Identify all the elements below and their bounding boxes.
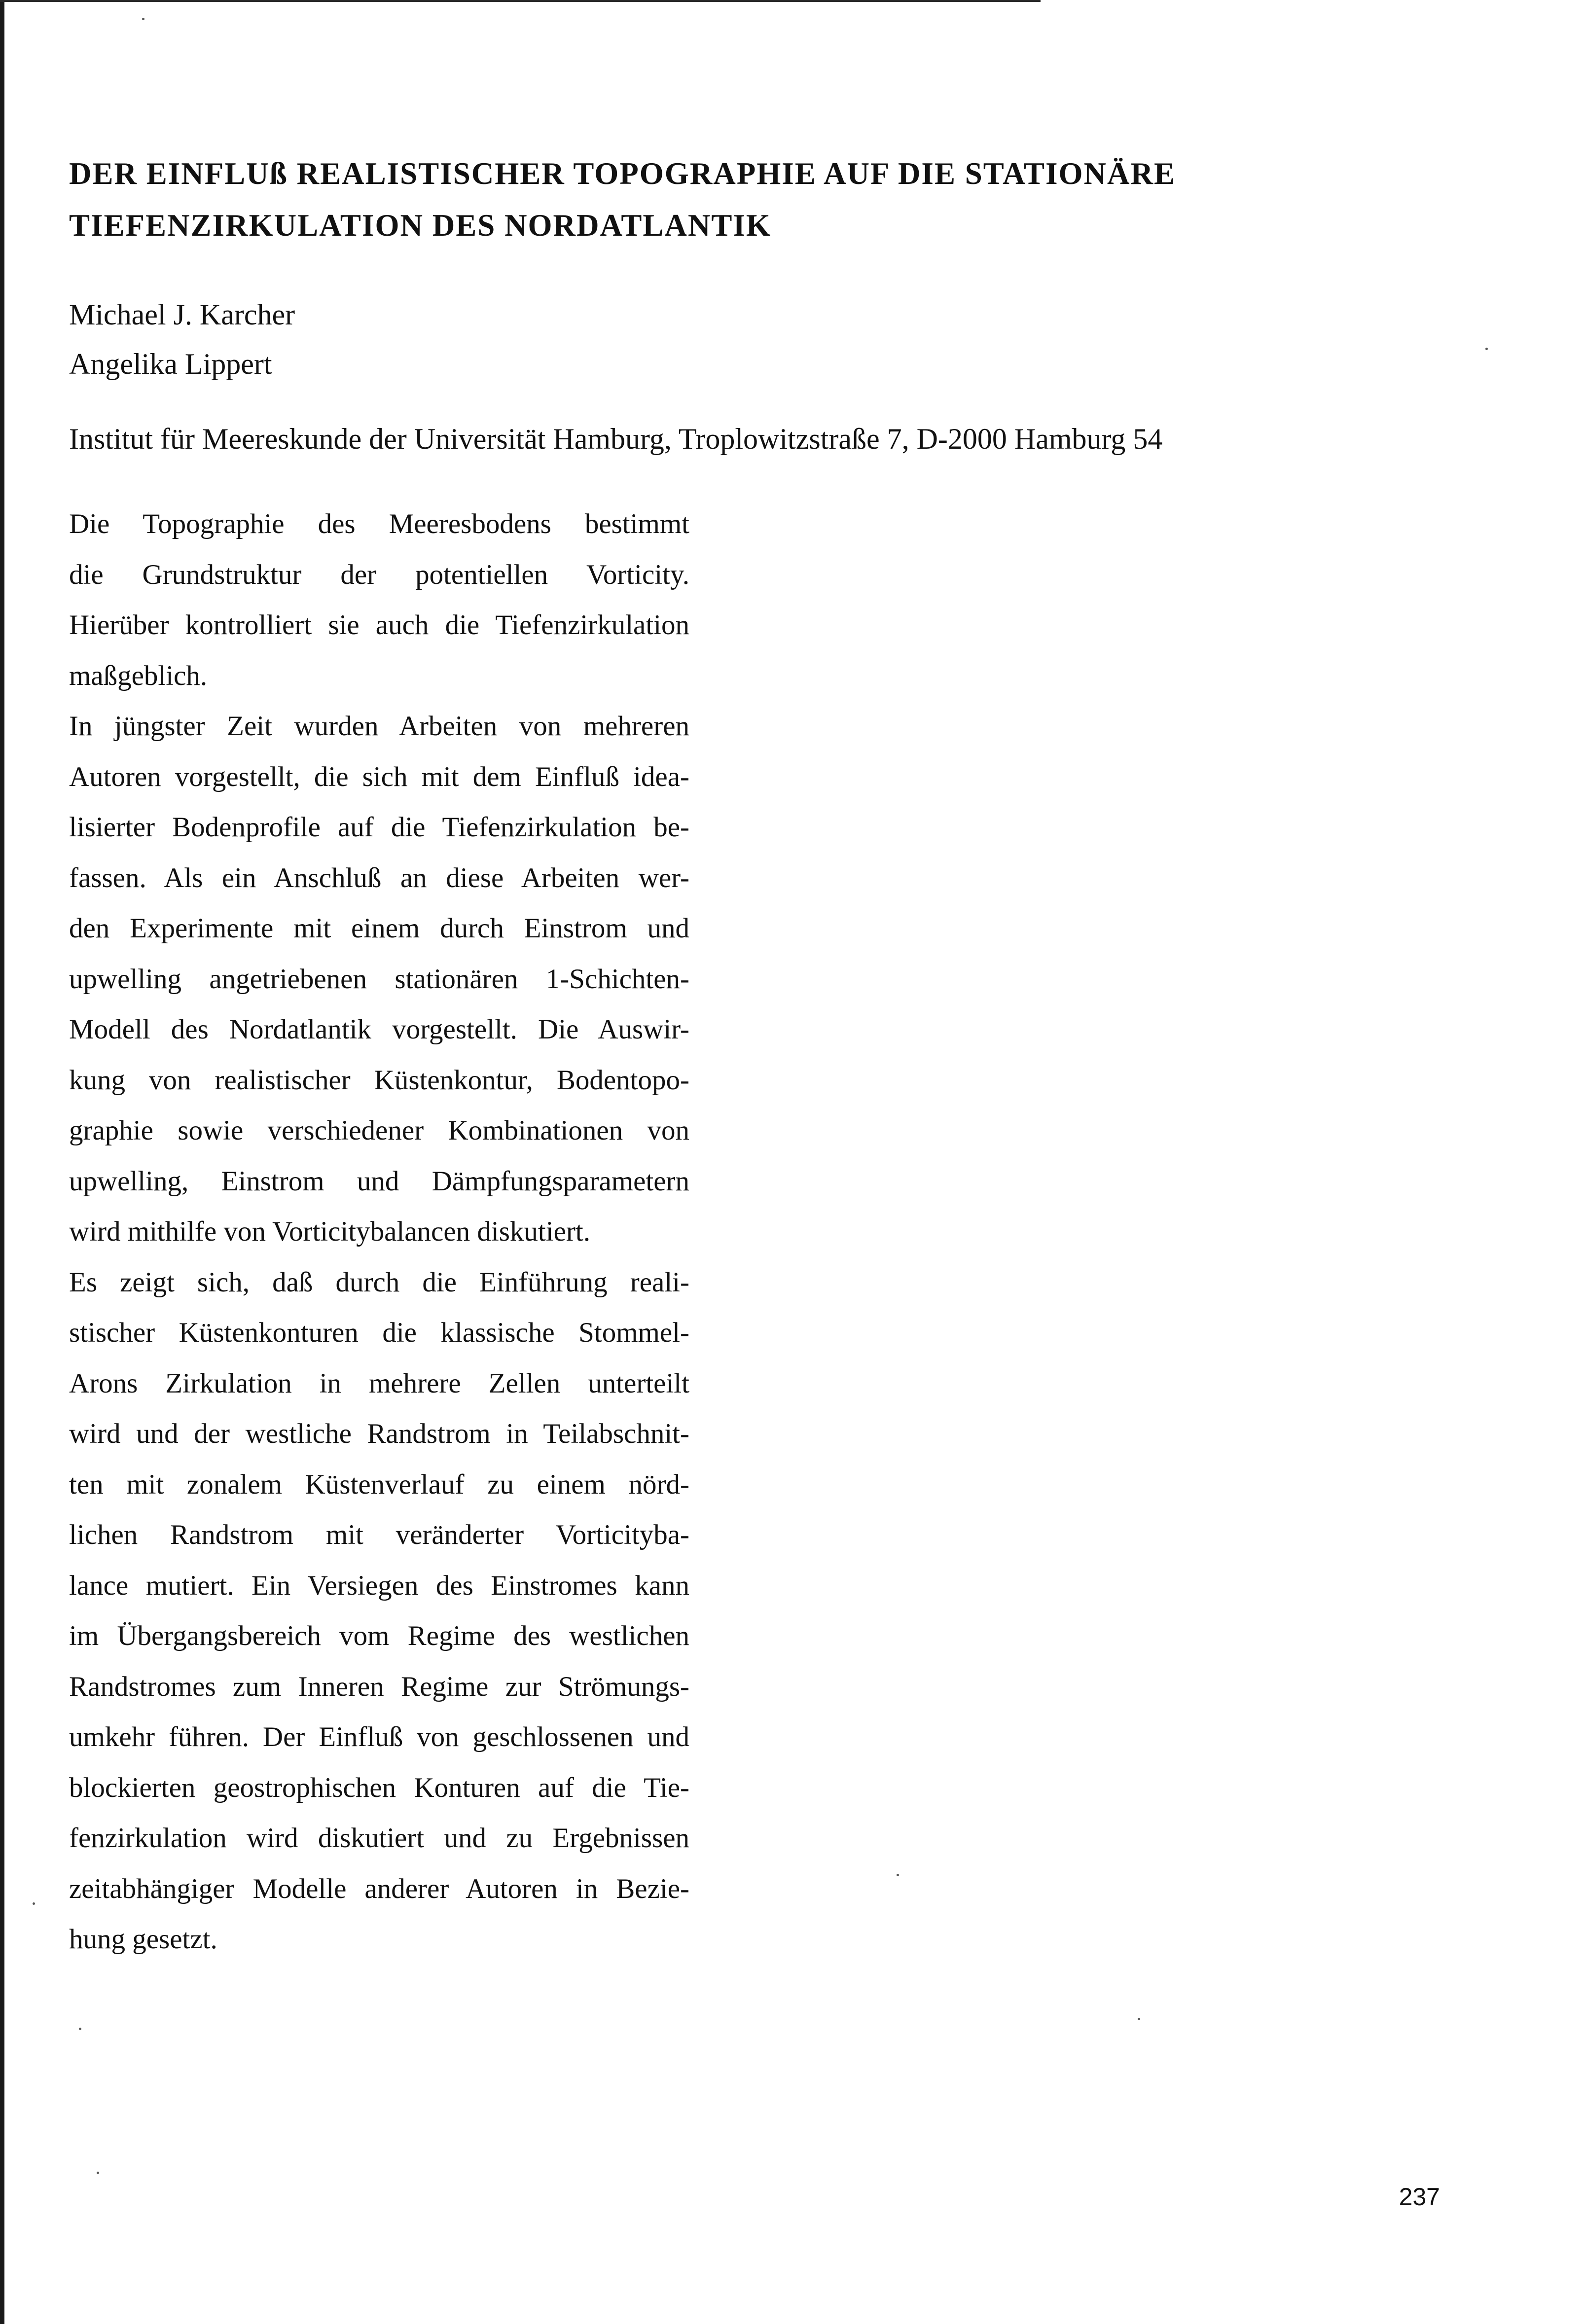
abstract-line: stischer Küstenkonturen die klassische Stommel- xyxy=(69,1317,689,1348)
scan-speck xyxy=(97,2172,99,2174)
title-line: DER EINFLUß REALISTISCHER TOPOGRAPHIE AUF DIE STATIONÄRE xyxy=(69,156,1176,191)
scan-speck xyxy=(897,1874,899,1876)
affiliation: Institut für Meereskunde der Universität Hamburg, Troplowitzstraße 7, D-2000 Hamburg 54 xyxy=(69,423,1163,455)
abstract-line: die Grundstruktur der potentiellen Vorticity. xyxy=(69,559,689,590)
abstract-line: upwelling, Einstrom und Dämpfungsparametern xyxy=(69,1165,689,1197)
scan-speck xyxy=(1485,348,1488,350)
abstract-line: upwelling angetriebenen stationären 1-Schichten- xyxy=(69,963,689,995)
scan-speck xyxy=(142,18,144,20)
abstract-line: hung gesetzt. xyxy=(69,1924,217,1955)
abstract-line: In jüngster Zeit wurden Arbeiten von mehreren xyxy=(69,711,689,742)
abstract-line: wird mithilfe von Vorticitybalancen diskutiert. xyxy=(69,1216,590,1247)
abstract-body xyxy=(69,499,689,1965)
scan-left-edge xyxy=(0,0,4,2324)
abstract-line: Die Topographie des Meeresbodens bestimmt xyxy=(69,508,689,539)
paper-title xyxy=(69,148,1401,251)
abstract-line: zeitabhängiger Modelle anderer Autoren in Bezie- xyxy=(69,1873,689,1904)
abstract-line: kung von realistischer Küstenkontur, Bodentopo- xyxy=(69,1064,689,1096)
title-line: TIEFENZIRKULATION DES NORDATLANTIK xyxy=(69,208,771,243)
abstract-line: wird und der westliche Randstrom in Teilabschnit- xyxy=(69,1418,689,1449)
abstract-line: den Experimente mit einem durch Einstrom und xyxy=(69,913,689,944)
page-number: 237 xyxy=(1399,2183,1440,2211)
abstract-line: graphie sowie verschiedener Kombinationen von xyxy=(69,1115,689,1146)
abstract-line: blockierten geostrophischen Konturen auf die Tie- xyxy=(69,1772,689,1803)
abstract-line: fassen. Als ein Anschluß an diese Arbeiten wer- xyxy=(69,862,689,894)
abstract-line: Autoren vorgestellt, die sich mit dem Einfluß idea- xyxy=(69,761,689,792)
scan-top-edge xyxy=(0,0,1041,2)
abstract-line: Randstromes zum Inneren Regime zur Strömungs- xyxy=(69,1671,689,1702)
scan-speck xyxy=(1138,2018,1140,2020)
scan-speck xyxy=(79,2028,81,2030)
abstract-line: Es zeigt sich, daß durch die Einführung reali- xyxy=(69,1266,689,1298)
abstract-line: Arons Zirkulation in mehrere Zellen unterteilt xyxy=(69,1367,689,1399)
abstract-line: lisierter Bodenprofile auf die Tiefenzirkulation be- xyxy=(69,812,689,843)
abstract-line: lichen Randstrom mit veränderter Vorticityba- xyxy=(69,1519,689,1550)
scan-speck xyxy=(33,1902,35,1905)
abstract-line: maßgeblich. xyxy=(69,660,208,691)
abstract-line: fenzirkulation wird diskutiert und zu Ergebnissen xyxy=(69,1823,689,1854)
abstract-line: im Übergangsbereich vom Regime des westlichen xyxy=(69,1620,689,1651)
author-name: Angelika Lippert xyxy=(69,348,272,380)
abstract-line: Hierüber kontrolliert sie auch die Tiefenzirkulation xyxy=(69,609,689,641)
author-name: Michael J. Karcher xyxy=(69,298,295,331)
author-list xyxy=(69,290,809,389)
abstract-line: Modell des Nordatlantik vorgestellt. Die Auswir- xyxy=(69,1014,689,1045)
abstract-line: ten mit zonalem Küstenverlauf zu einem nörd- xyxy=(69,1468,689,1500)
abstract-line: umkehr führen. Der Einfluß von geschlossenen und xyxy=(69,1721,689,1752)
abstract-line: lance mutiert. Ein Versiegen des Einstromes kann xyxy=(69,1570,689,1601)
